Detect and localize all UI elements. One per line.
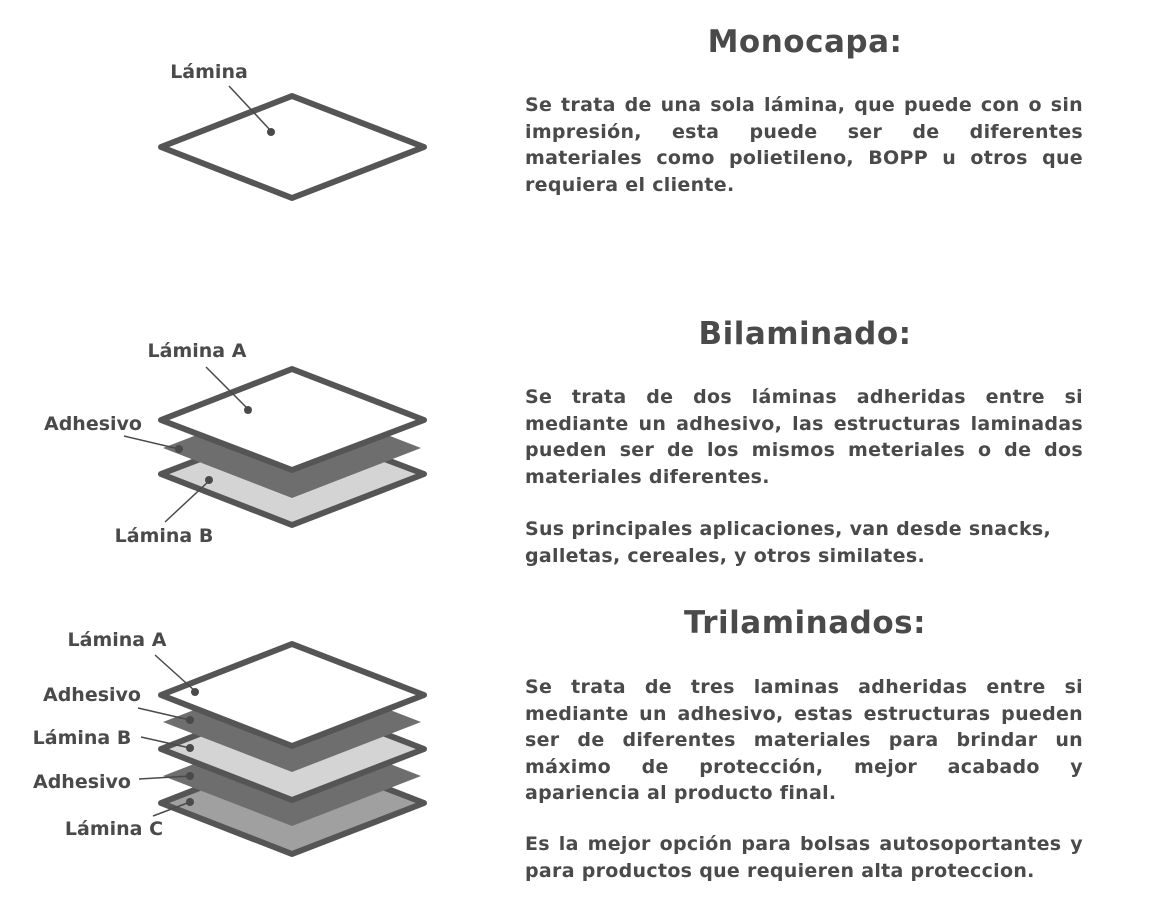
bilaminado-label-lamina-b: Lámina B bbox=[114, 525, 214, 547]
bilaminado-dot-b bbox=[205, 476, 213, 484]
trilaminado-leader-a bbox=[155, 655, 195, 691]
monocapa-label: Lámina bbox=[170, 61, 248, 83]
monocapa-leader-dot bbox=[267, 128, 275, 136]
layers-diagram bbox=[0, 0, 500, 898]
trilaminado-title: Trilaminados: bbox=[684, 605, 926, 641]
monocapa-title: Monocapa: bbox=[707, 24, 903, 60]
bilaminado-label-adhesivo: Adhesivo bbox=[44, 413, 142, 435]
trilaminado-label-lamina-a: Lámina A bbox=[67, 629, 167, 651]
trilaminado-dot-c bbox=[186, 798, 194, 806]
trilaminado-leader-adhesivo-1 bbox=[138, 708, 190, 720]
trilaminado-dot-a bbox=[191, 688, 199, 696]
trilaminado-label-lamina-b: Lámina B bbox=[32, 727, 132, 749]
trilaminado-recommendation: Es la mejor opción para bolsas autosoportantes y para productos que requieren alta proteccion. bbox=[525, 833, 1083, 882]
bilaminado-diagram bbox=[44, 340, 424, 547]
trilaminado-dot-b bbox=[186, 744, 194, 752]
monocapa-description: Se trata de una sola lámina, que puede con o sin impresión, esta puede ser de diferentes materiales como polietileno, BOPP u otros que requiera el cliente. bbox=[525, 94, 1083, 196]
monocapa-sheet bbox=[161, 96, 424, 198]
bilaminado-dot-adhesivo bbox=[175, 445, 183, 453]
monocapa-diagram bbox=[161, 61, 424, 198]
trilaminado-label-lamina-c: Lámina C bbox=[64, 818, 164, 840]
trilaminado-diagram bbox=[33, 629, 424, 854]
trilaminado-label-adhesivo-1: Adhesivo bbox=[43, 684, 141, 706]
bilaminado-title: Bilaminado: bbox=[698, 316, 912, 352]
trilaminado-description: Se trata de tres laminas adheridas entre si mediante un adhesivo, estas estructuras pueden ser de diferentes materiales para brindar un máximo de protección, mejor acabado y apariencia al producto final. bbox=[525, 676, 1083, 804]
bilaminado-description: Se trata de dos láminas adheridas entre si mediante un adhesivo, las estructuras laminadas pueden ser de los mismos meteriales o de dos materiales diferentes. bbox=[525, 386, 1083, 488]
bilaminado-label-lamina-a: Lámina A bbox=[147, 340, 247, 362]
trilaminado-dot-adhesivo-1 bbox=[186, 716, 194, 724]
bilaminado-leader-adhesivo bbox=[124, 436, 179, 449]
bilaminado-dot-a bbox=[244, 406, 252, 414]
trilaminado-dot-adhesivo-2 bbox=[186, 772, 194, 780]
trilaminado-label-adhesivo-2: Adhesivo bbox=[33, 771, 131, 793]
bilaminado-applications: Sus principales aplicaciones, van desde snacks, galletas, cereales, y otros similates. bbox=[525, 518, 1052, 567]
